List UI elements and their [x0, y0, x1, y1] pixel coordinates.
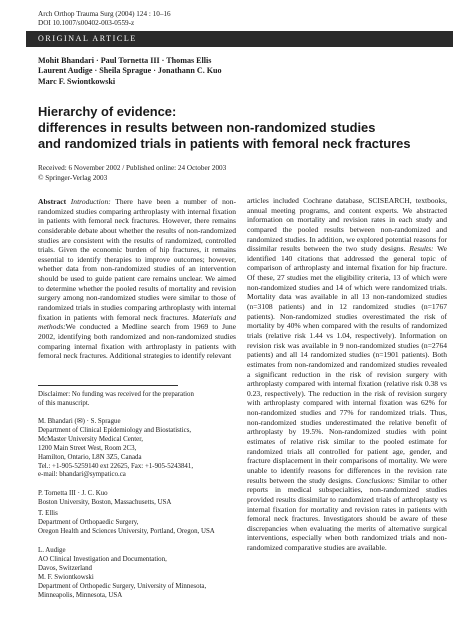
disclaimer-note: [38, 391, 238, 409]
methods-continuation-text: articles included Cochrane database, SCISEARCH, textbooks, annual meeting programs, and content experts. We abstracted information on mortality and revision rates in each study and compared the pooled results between non-randomized and randomized studies. In addition, we explored potential reasons for dissimilar results between the two study designs.: [247, 196, 447, 254]
affiliation-ellis: [38, 510, 238, 537]
copyright-line: © Springer-Verlag 2003: [38, 174, 108, 182]
title-line: Hierarchy of evidence:: [38, 104, 177, 119]
journal-citation: [38, 10, 171, 28]
affiliation-line: L. Audige: [38, 547, 66, 554]
affiliation-line: Davos, Switzerland: [38, 564, 92, 572]
affiliation-swiontkowski: [38, 574, 238, 601]
affiliation-line: AO Clinical Investigation and Documentation,: [38, 555, 167, 563]
affiliation-line: P. Tornetta III · J. C. Kuo: [38, 490, 108, 497]
affiliation-line: T. Ellis: [38, 510, 58, 517]
affiliation-tornetta: [38, 490, 238, 508]
footnote-divider: [38, 385, 178, 386]
affiliation-line: M. F. Swiontkowski: [38, 574, 94, 581]
affiliation-line: Department of Orthopedic Surgery, University of Minnesota,: [38, 582, 207, 590]
results-label: Results:: [409, 244, 434, 254]
conclusions-label: Conclusions:: [355, 475, 396, 485]
abstract-continuation: [247, 196, 447, 553]
article-type-banner: ORIGINAL ARTICLE: [26, 31, 453, 47]
doi-line: DOI 10.1007/s00402-003-0559-z: [38, 19, 135, 27]
affiliation-line: M. Bhandari (✉) · S. Sprague: [38, 418, 121, 425]
affiliation-line: McMaster University Medical Center,: [38, 435, 143, 443]
affiliation-line: Tel.: +1-905-5259140 ext 22625, Fax: +1-905-5243841,: [38, 462, 194, 470]
introduction-label: Introduction:: [70, 197, 111, 206]
affiliation-line: Minneapolis, Minnesota, USA: [38, 591, 123, 599]
affiliation-line: 1200 Main Street West, Room 2C3,: [38, 444, 137, 452]
introduction-text: There have been a number of non-randomized studies comparing arthroplasty with internal fixation in patients with femoral neck fractures. However, there remains considerable debate about whether the results of non-randomized studies are consistent with the results of randomized, controlled trials. Given the economic burden of hip fractures, it remains essential to identify therapies to improve outcomes; however, whether data from non-randomized studies of an intervention should be used to guide patient care remains unclear. We aimed to determine whether the pooled results of mortality and revision surgery among non-randomized studies were similar to those of randomized trials in studies comparing arthroplasty with internal fixation in patients with femoral neck fractures.: [38, 197, 236, 322]
title-line: and randomized trials in patients with femoral neck fractures: [38, 136, 411, 151]
author-list: [38, 56, 222, 87]
affiliation-line: Boston University, Boston, Massachusetts, USA: [38, 498, 172, 506]
results-text: We identified 140 citations that addressed the general topic of comparison of arthroplasty and internal fixation for hip fracture. Of these, 27 studies met the eligibility criteria, 13 of which were non-randomized studies and 14 of which were randomized trials. Mortality data was available in all 13 non-randomized studies (n=3108 patients) and in 12 randomized studies (n=1767 patients). Non-randomized studies overestimated the risk of mortality by 40% when compared with the results of randomized trials (relative risk 1.44 vs 1.04, respectively). Information on revision risk was available in 9 non-randomized studies (n=2764 patients) and all 14 randomized studies (n=1901 patients). Both estimates from non-randomized and randomized studies revealed a significant reduction in the risk of revision surgery with arthroplasty compared with internal fixation (relative risk 0.38 vs 0.23, respectively). The reduction in the risk of revision surgery with arthroplasty compared with internal fixation was 62% for non-randomized studies and 77% for randomized trials. Thus, non-randomized studies underestimated the relative benefit of arthroplasty by 19.5%. Non-randomized studies with point estimates of relative risk similar to the pooled estimate for randomized trials all controlled for patient age, gender, and fracture displacement in their comparisons of mortality. We were unable to identify reasons for differences in the revision rate results between the study designs.: [247, 244, 447, 485]
received-line: Received: 6 November 2002 / Published online: 24 October 2003: [38, 164, 227, 172]
affiliation-line: Oregon Health and Sciences University, Portland, Oregon, USA: [38, 527, 215, 535]
title-line: differences in results between non-randomized studies: [38, 120, 376, 135]
conclusions-text: Similar to other reports in medical subspecialties, non-randomized studies provided results dissimilar to randomized trials of arthroplasty vs internal fixation for mortality and revision rates in patients with femoral neck fractures. Investigators should be aware of these discrepancies when evaluating the merits of alternative surgical interventions, especially when both randomized trials and non-randomized comparative studies are available.: [247, 475, 447, 553]
affiliation-bhandari: [38, 418, 238, 480]
paper-title: [38, 104, 438, 152]
methods-text: We conducted a Medline search from 1969 to June 2002, identifying both randomized and non-randomized studies comparing internal fixation with arthroplasty in patients with femoral neck fractures. Additional strategies to identify relevant: [38, 322, 236, 361]
affiliation-audige: [38, 547, 238, 574]
author-line: Marc F. Swiontkowski: [38, 76, 116, 86]
journal-line: Arch Orthop Trauma Surg (2004) 124 : 10–16: [38, 10, 171, 18]
affiliation-line: Department of Orthopaedic Surgery,: [38, 518, 139, 526]
abstract-column-left: [38, 197, 236, 361]
email-link[interactable]: e-mail: bhandari@sympatico.ca: [38, 471, 126, 479]
abstract-label: Abstract: [38, 197, 67, 206]
abstract-column-right: [247, 196, 447, 553]
affiliation-line: Department of Clinical Epidemiology and Biostatistics,: [38, 426, 192, 434]
publication-dates: [38, 163, 226, 183]
disclaimer-line: of this manuscript.: [38, 399, 90, 407]
author-line: Mohit Bhandari · Paul Tornetta III · Thomas Ellis: [38, 56, 212, 65]
author-line: Laurent Audige · Sheila Sprague · Jonathann C. Kuo: [38, 66, 222, 76]
methods-label: Materials and methods:: [38, 312, 236, 332]
disclaimer-line: Disclaimer: No funding was received for the preparation: [38, 391, 194, 398]
affiliation-line: Hamilton, Ontario, L8N 3Z5, Canada: [38, 453, 142, 461]
abstract-paragraph: [38, 197, 236, 361]
